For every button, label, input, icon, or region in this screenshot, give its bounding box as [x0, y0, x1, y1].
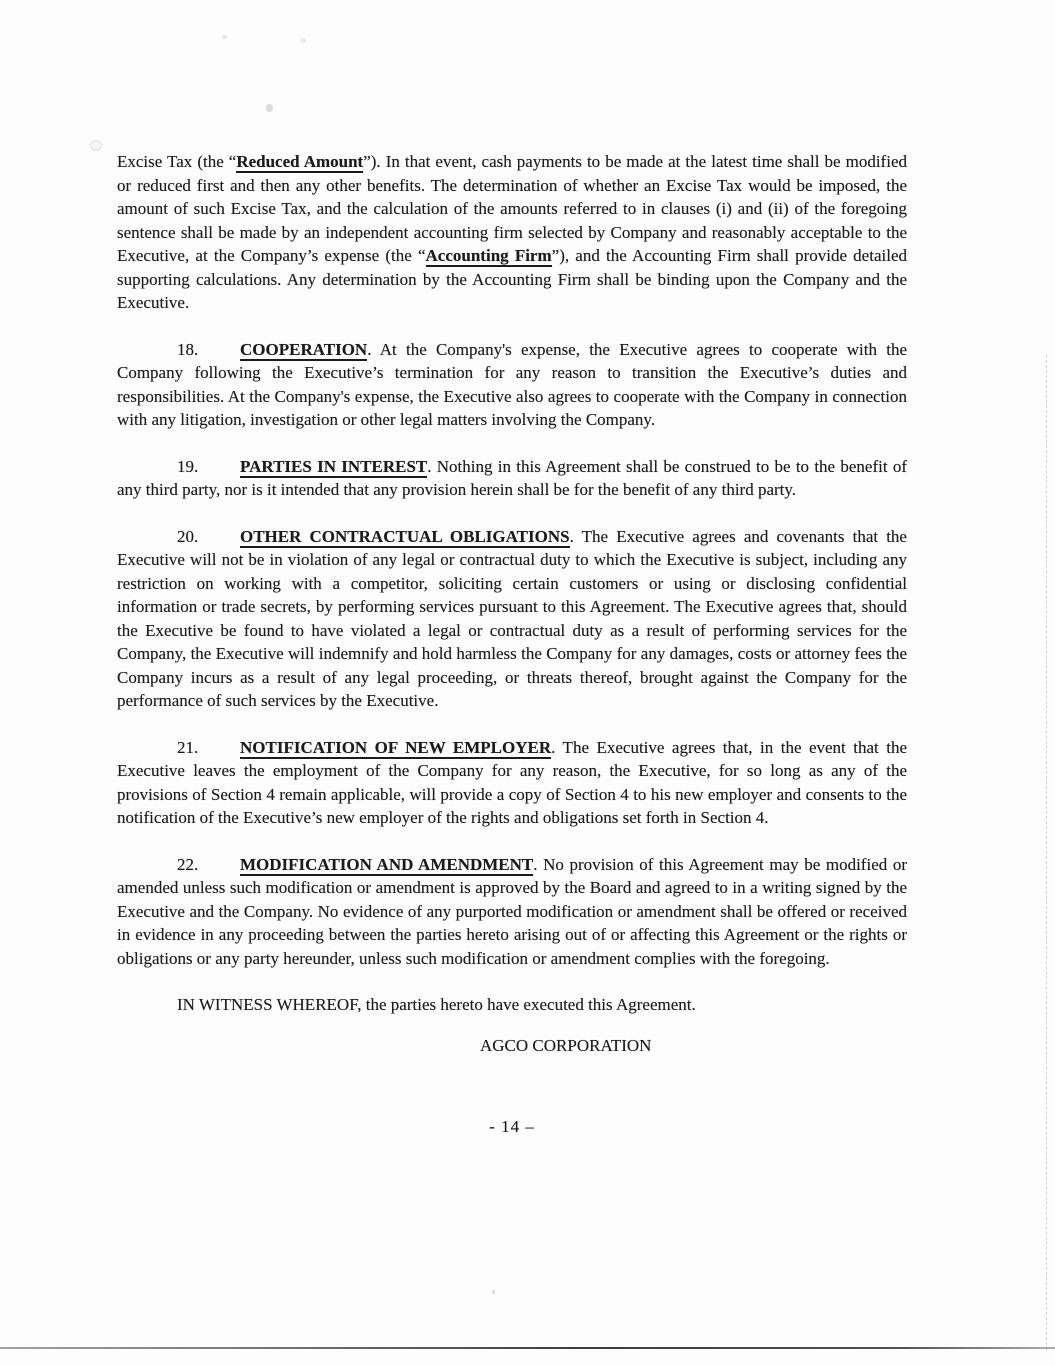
section-heading: COOPERATION: [240, 339, 368, 359]
paragraph-text: ”), and the Accounting Firm shall provide detailed supporting calculations. Any determination by the Accounting Firm shall be binding upon the Company and the Executive.: [117, 246, 907, 312]
section-body-text: . The Executive agrees that, in the event that the Executive leaves the employment of the Company for any reason, the Executive, for so long as any of the provisions of Section 4 remain applicable, will provide a copy of Section 4 to his new employer and consents to the notification of the Executive’s new employer of the rights and obligations set forth in Section 4.: [117, 737, 907, 827]
scan-speck: [300, 38, 306, 43]
defined-term-accounting-firm: Accounting Firm: [425, 246, 552, 265]
scan-speck: [492, 1290, 495, 1294]
section-number: 20.: [177, 526, 199, 546]
witness-clause: IN WITNESS WHEREOF, the parties hereto have executed this Agreement.: [177, 995, 696, 1014]
scan-speck: [266, 104, 273, 112]
scan-speck: [222, 35, 227, 39]
section-22-modification-and-amendment: [117, 853, 907, 971]
scan-smudge: [90, 140, 102, 151]
section-number: 22.: [177, 854, 199, 874]
page-number: - 14 –: [489, 1117, 535, 1136]
section-number: 18.: [177, 339, 199, 359]
section-body-text: . The Executive agrees and covenants that the Executive will not be in violation of any legal or contractual duty to which the Executive is subject, including any restriction on working with a competitor, soliciting certain customers or using or disclosing confidential information or trade secrets, by performing services pursuant to this Agreement. The Executive agrees that, should the Executive be found to have violated a legal or contractual duty as a result of performing services for the Company, the Executive will indemnify and hold harmless the Company for any damages, costs or attorney fees the Company incurs as a result of any legal proceeding, or threats thereof, brought against the Company for the performance of such services by the Executive.: [117, 526, 907, 710]
section-heading: MODIFICATION AND AMENDMENT: [240, 854, 534, 874]
section-number: 21.: [177, 737, 199, 757]
bottom-scan-rule: [0, 1347, 1055, 1349]
scan-edge-artifact-line: [1046, 355, 1047, 1350]
section-21-notification-of-new-employer: [117, 736, 907, 830]
continuation-paragraph: [117, 150, 907, 315]
paragraph-text: ”). In that event, cash payments to be made at the latest time shall be modified or reduced first and then any other benefits. The determination of whether an Excise Tax would be imposed, the amount of such Excise Tax, and the calculation of the amounts referred to in clauses (i) and (ii) of the foregoing sentence shall be made by an independent accounting firm selected by Company and reasonably acceptable to the Executive, at the Company’s expense (the “: [117, 152, 907, 265]
paragraph-text: Excise Tax (the “: [117, 152, 237, 171]
section-heading: NOTIFICATION OF NEW EMPLOYER: [240, 737, 552, 757]
section-20-other-contractual-obligations: [117, 525, 907, 713]
signature-company-name: AGCO CORPORATION: [480, 1035, 652, 1055]
section-body-text: . At the Company's expense, the Executive agrees to cooperate with the Company following the Executive’s termination for any reason to transition the Executive’s duties and responsibilities. At the Company's expense, the Executive also agrees to cooperate with the Company in connection with any litigation, investigation or other legal matters involving the Company.: [117, 339, 907, 429]
section-heading: OTHER CONTRACTUAL OBLIGATIONS: [240, 526, 570, 546]
section-body-text: . No provision of this Agreement may be modified or amended unless such modification or amendment is approved by the Board and agreed to in a writing signed by the Executive and the Company. No evidence of any purported modification or amendment shall be offered or received in evidence in any proceeding between the parties hereto arising out of or affecting this Agreement or the rights or obligations or any party hereunder, unless such modification or amendment complies with the foregoing.: [117, 854, 907, 968]
section-18-cooperation: [117, 338, 907, 432]
document-body: [117, 150, 907, 1139]
section-19-parties-in-interest: [117, 455, 907, 502]
section-body-text: . Nothing in this Agreement shall be construed to be to the benefit of any third party, nor is it intended that any provision herein shall be for the benefit of any third party.: [117, 456, 907, 499]
section-number: 19.: [177, 456, 199, 476]
section-heading: PARTIES IN INTEREST: [240, 456, 428, 476]
defined-term-reduced-amount: Reduced Amount: [236, 152, 364, 171]
